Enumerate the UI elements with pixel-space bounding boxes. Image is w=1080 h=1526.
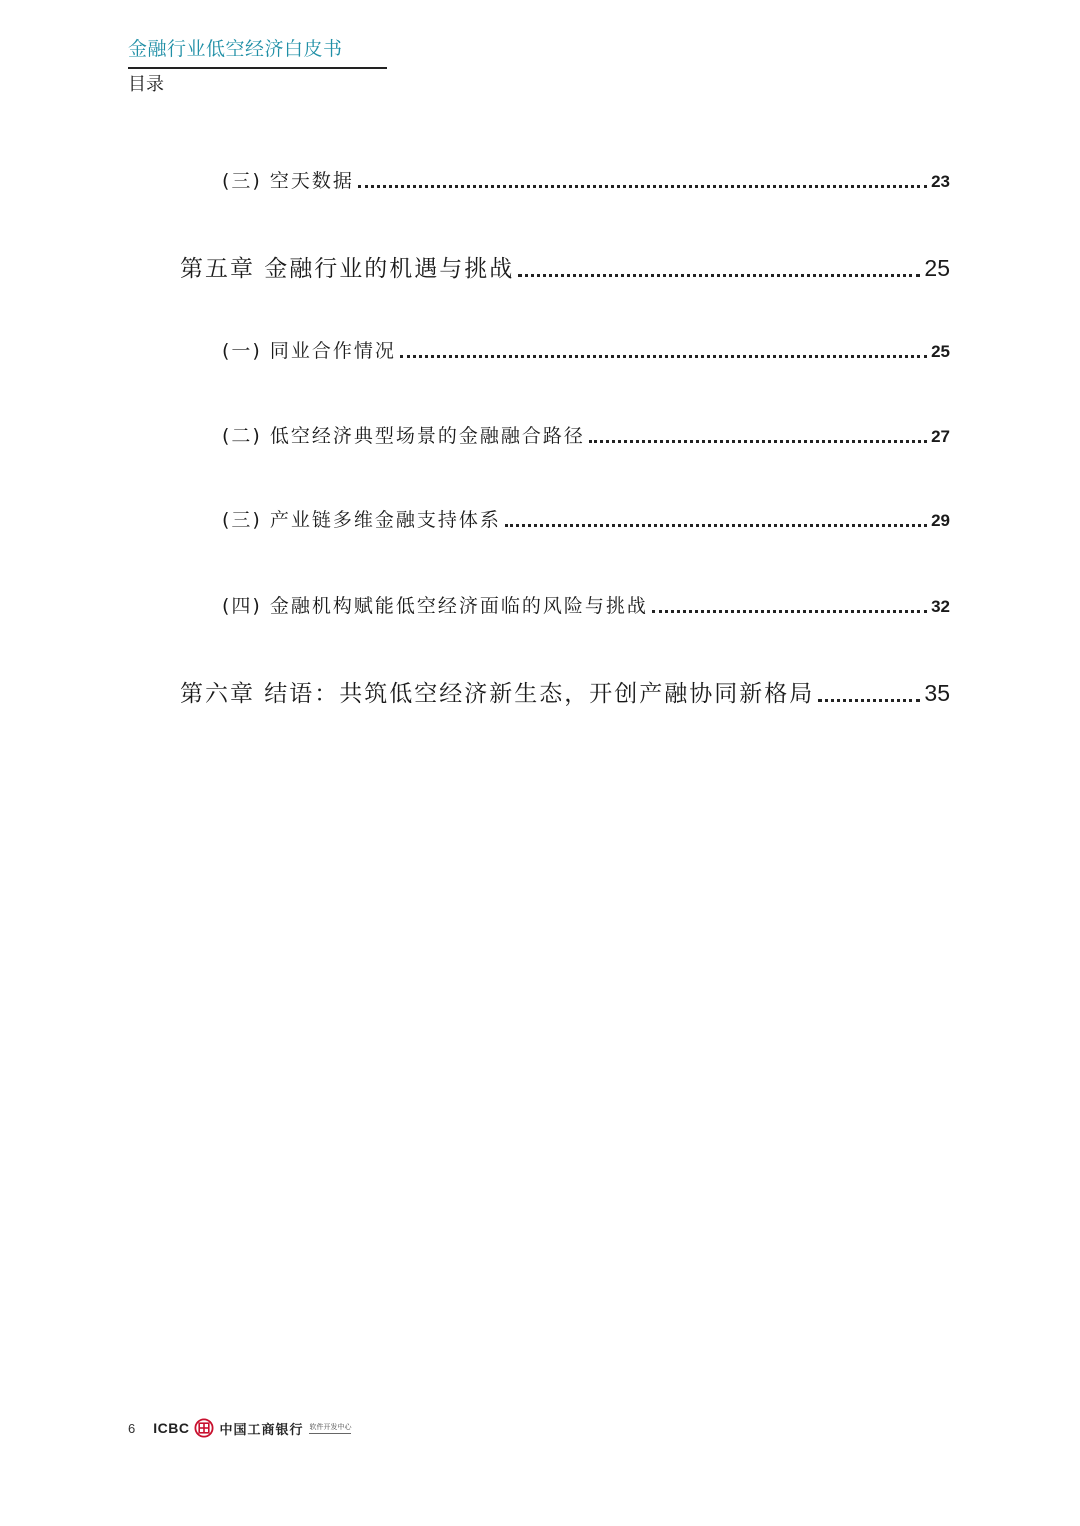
- toc-leader: [505, 524, 927, 527]
- toc-entry-text: (三) 产业链多维金融支持体系: [222, 509, 501, 531]
- toc-row[interactable]: [0, 591, 1080, 618]
- toc-page-number: 25: [931, 342, 950, 361]
- toc-page-number: 29: [931, 511, 950, 530]
- doc-title: 金融行业低空经济白皮书: [128, 38, 343, 60]
- page-footer: [128, 1416, 351, 1440]
- toc-row[interactable]: [0, 675, 1080, 708]
- toc-leader: [652, 610, 927, 613]
- toc-leader: [518, 274, 920, 277]
- toc-entry-text: (二) 低空经济典型场景的金融融合路径: [222, 425, 585, 447]
- toc-row[interactable]: [0, 505, 1080, 532]
- section-label: 目录: [128, 74, 164, 95]
- toc-page-number: 32: [931, 597, 950, 616]
- toc-entry-text: (一) 同业合作情况: [222, 340, 396, 362]
- toc-row[interactable]: [0, 250, 1080, 283]
- toc-leader: [589, 440, 927, 443]
- toc-leader: [400, 355, 927, 358]
- toc-page-number: 25: [924, 255, 950, 281]
- toc-entry-text: (四) 金融机构赋能低空经济面临的风险与挑战: [222, 595, 648, 617]
- brand-name-cn: 中国工商银行: [219, 1422, 304, 1438]
- brand-name-en: ICBC: [153, 1420, 190, 1436]
- icbc-logo-icon: [194, 1418, 214, 1438]
- header-rule: [128, 67, 387, 69]
- toc-page-number: 35: [924, 680, 950, 706]
- brand-subtitle: 软件开发中心: [309, 1422, 351, 1434]
- toc-entry-text: 第五章 金融行业的机遇与挑战: [180, 256, 515, 282]
- toc-entry-text: (三) 空天数据: [222, 170, 354, 192]
- toc-page-number: 23: [931, 172, 950, 191]
- page-number: 6: [128, 1420, 136, 1436]
- toc-row[interactable]: [0, 166, 1080, 193]
- toc-page-number: 27: [931, 427, 950, 446]
- toc-row[interactable]: [0, 336, 1080, 363]
- toc-leader: [358, 185, 927, 188]
- toc-entry-text: 第六章 结语：共筑低空经济新生态，开创产融协同新格局: [180, 681, 815, 707]
- toc-row[interactable]: [0, 421, 1080, 448]
- toc-leader: [818, 699, 920, 702]
